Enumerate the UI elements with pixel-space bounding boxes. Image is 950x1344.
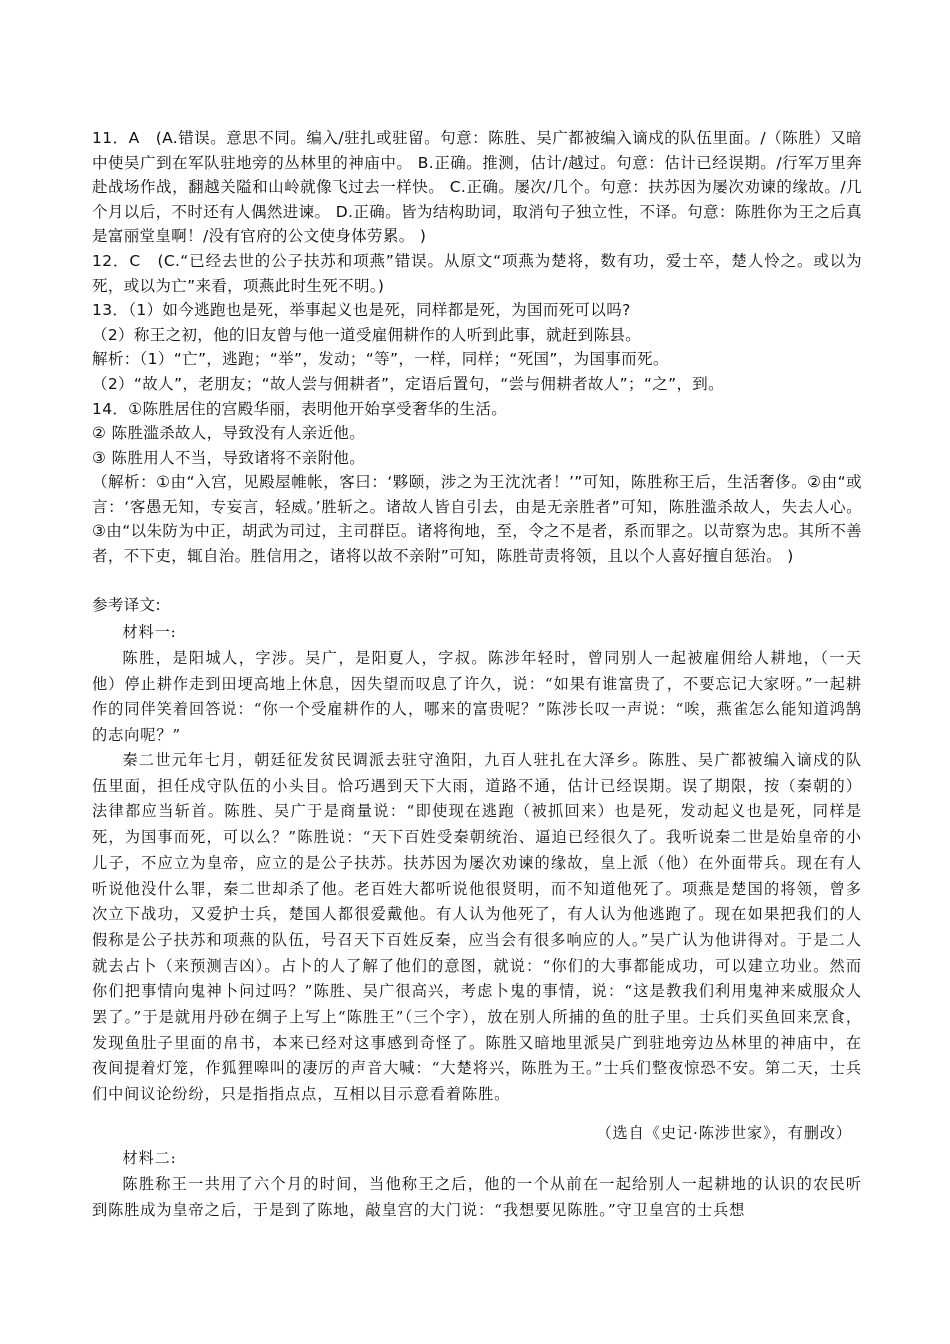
material-1-paragraph-2: 秦二世元年七月，朝廷征发贫民调派去驻守渔阳，九百人驻扎在大泽乡。陈胜、吴广都被编入谪戍的队伍里面，担任戍守队伍的小头目。恰巧遇到天下大雨，道路不通，估计已经误期。误了期限，按（秦朝的）法律都应当斩首。陈胜、吴广于是商量说：“即使现在逃跑（被抓回来）也是死，发动起义也是死，同样是死，为国事而死，可以么？”陈胜说：“天下百姓受秦朝统治、逼迫已经很久了。我听说秦二世是始皇帝的小儿子，不应立为皇帝，应立的是公子扶苏。扶苏因为屡次劝谏的缘故，皇上派（他）在外面带兵。现在有人听说他没什么罪，秦二世却杀了他。老百姓大都听说他很贤明，而不知道他死了。项燕是楚国的将领，曾多次立下战功，又爱护士兵，楚国人都很爱戴他。有人认为他死了，有人认为他逃跑了。现在如果把我们的人假称是公子扶苏和项燕的队伍，号召天下百姓反秦，应当会有很多响应的人。”吴广认为他讲得对。于是二人就去占卜（来预测吉凶）。占卜的人了解了他们的意图，就说：“你们的大事都能成功，可以建立功业。然而你们把事情向鬼神卜问过吗？”陈胜、吴广很高兴，考虑卜鬼的事情，说：“这是教我们利用鬼神来威服众人罢了。”于是就用丹砂在绸子上写上“陈胜王”（三个字），放在别人所捕的鱼的肚子里。士兵们买鱼回来烹食，发现鱼肚子里面的帛书，本来已经对这事感到奇怪了。陈胜又暗地里派吴广到驻地旁边丛林里的神庙中，在夜间提着灯笼，作狐狸嗥叫的凄厉的声音大喊：“大楚将兴，陈胜为王。”士兵们整夜惊恐不安。第二天，士兵们中间议论纷纷，只是指指点点，互相以目示意看着陈胜。 — [92, 751, 862, 1104]
material-1-source: （选自《史记·陈涉世家》，有删改） — [596, 1124, 852, 1142]
answer-13-analysis-2: （2）“故人”，老朋友；“故人尝与佣耕者”，定语后置句，“尝与佣耕者故人”；“之”，到。 — [92, 375, 725, 393]
translation-heading: 参考译文: — [92, 596, 161, 614]
answer-11: 11．A (A.错误。意思不同。编入/驻扎或驻留。句意：陈胜、吴广都被编入谪戍的队伍里面。/（陈胜）又暗中使吴广到在军队驻地旁的丛林里的神庙中。 B.正确。推测，估计/越过。句意：估计已经误期。/行军万里奔赴战场作战，翻越关隘和山岭就像飞过去一样快。 C.正确。屡次/几个。句意：扶苏因为屡次劝谏的缘故。/几个月以后，不时还有人偶然进谏。 D.正确。皆为结构助词，取消句子独立性，不译。句意：陈胜你为王之后真是富丽堂皇啊！/没有官府的公文使身体劳累。 ) — [92, 129, 862, 246]
material-1-paragraph-1: 陈胜，是阳城人，字涉。吴广，是阳夏人，字叔。陈涉年轻时，曾同别人一起被雇佣给人耕地，（一天他）停止耕作走到田埂高地上休息，因失望而叹息了许久，说：“如果有谁富贵了，不要忘记大家呀。”一起耕作的同伴笑着回答说：“你一个受雇耕作的人，哪来的富贵呢？”陈涉长叹一声说：“唉，燕雀怎么能知道鸿鹄的志向呢？” — [92, 649, 862, 745]
answer-14-point-1: 14．①陈胜居住的宫殿华丽，表明他开始享受奢华的生活。 — [92, 400, 508, 418]
answer-14-analysis: （解析：①由“入宫，见殿屋帷帐，客曰：‘夥颐，涉之为王沈沈者！’”可知，陈胜称王后，生活奢侈。②由“或言：‘客愚无知，专妄言，轻威。’胜斩之。诸故人皆自引去，由是无亲胜者”可知，陈胜滥杀故人，失去人心。 ③由“以朱防为中正，胡武为司过，主司群臣。诸将徇地，至，令之不是者，系而罪之。以苛察为忠。其所不善者，不下吏，辄自治。胜信用之，诸将以故不亲附”可知，陈胜苛责将领，且以个人喜好擅自惩治。 ) — [92, 473, 862, 565]
answer-14-point-3: ③ 陈胜用人不当，导致诸将不亲附他。 — [92, 449, 366, 467]
answer-13-part-2: （2）称王之初，他的旧友曾与他一道受雇佣耕作的人听到此事，就赶到陈县。 — [92, 326, 642, 344]
material-2-label: 材料二: — [122, 1149, 177, 1167]
answer-14-point-2: ② 陈胜滥杀故人，导致没有人亲近他。 — [92, 424, 366, 442]
answer-12: 12．C (C.“已经去世的公子扶苏和项燕”错误。从原文“项燕为楚将，数有功，爱士卒，楚人怜之。或以为死，或以为亡”来看，项燕此时生死不明。) — [92, 252, 862, 295]
material-2-paragraph-1: 陈胜称王一共用了六个月的时间，当他称王之后，他的一个从前在一起给别人一起耕地的认识的农民听到陈胜成为皇帝之后，于是到了陈地，敲皇宫的大门说：“我想要见陈胜。”守卫皇宫的士兵想 — [92, 1175, 862, 1219]
material-1-label: 材料一: — [122, 623, 177, 641]
answer-13-analysis-1: 解析：（1）“亡”，逃跑；“举”，发动；“等”，一样，同样；“死国”，为国事而死。 — [92, 350, 669, 368]
answer-13-part-1: 13．（1）如今逃跑也是死，举事起义也是死，同样都是死，为国而死可以吗? — [92, 301, 631, 319]
